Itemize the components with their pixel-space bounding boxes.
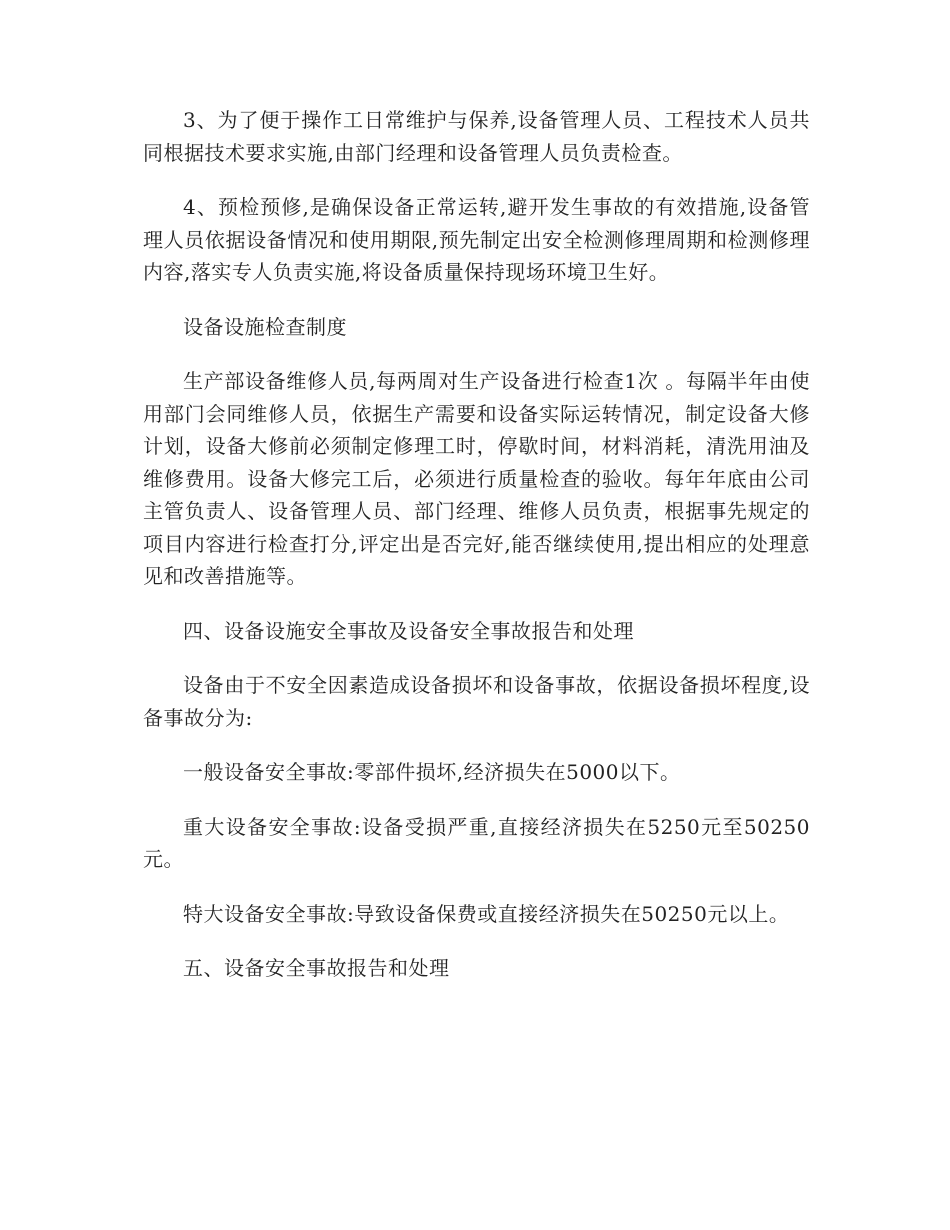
section-heading-four: 四、设备设施安全事故及设备安全事故报告和处理: [183, 618, 634, 643]
paragraph-accident-classification: 设备由于不安全因素造成设备损坏和设备事故，依据设备损坏程度,设备事故分为:: [143, 673, 810, 730]
paragraph-item-4: 4、预检预修,是确保设备正常运转,避开发生事故的有效措施,设备管理人员依据设备情况和使用期限,预先制定出安全检测修理周期和检测修理内容,落实专人负责实施,将设备质量保持现场环境卫生好。: [143, 195, 810, 284]
section-heading-inspection-system: 设备设施检查制度: [183, 314, 347, 339]
paragraph-major-accident: 重大设备安全事故:设备受损严重,直接经济损失在5250元至50250元。: [143, 814, 810, 871]
paragraph-inspection-details: 生产部设备维修人员,每两周对生产设备进行检查1次 。每隔半年由使用部门会同维修人员，依据生产需要和设备实际运转情况，制定设备大修计划，设备大修前必须制定修理工时，停歇时间，材料消耗，清洗用油及维修费用。设备大修完工后，必须进行质量检查的验收。每年年底由公司主管负责人、设备管理人员、部门经理、维修人员负责，根据事先规定的项目内容进行检查打分,评定出是否完好,能否继续使用,提出相应的处理意见和改善措施等。: [143, 369, 810, 588]
paragraph-item-3: 3、为了便于操作工日常维护与保养,设备管理人员、工程技术人员共同根据技术要求实施,由部门经理和设备管理人员负责检查。: [143, 108, 810, 165]
paragraph-severe-accident: 特大设备安全事故:导致设备保费或直接经济损失在50250元以上。: [183, 901, 790, 926]
paragraph-general-accident: 一般设备安全事故:零部件损坏,经济损失在5000以下。: [183, 760, 681, 784]
section-heading-five: 五、设备安全事故报告和处理: [183, 956, 450, 980]
